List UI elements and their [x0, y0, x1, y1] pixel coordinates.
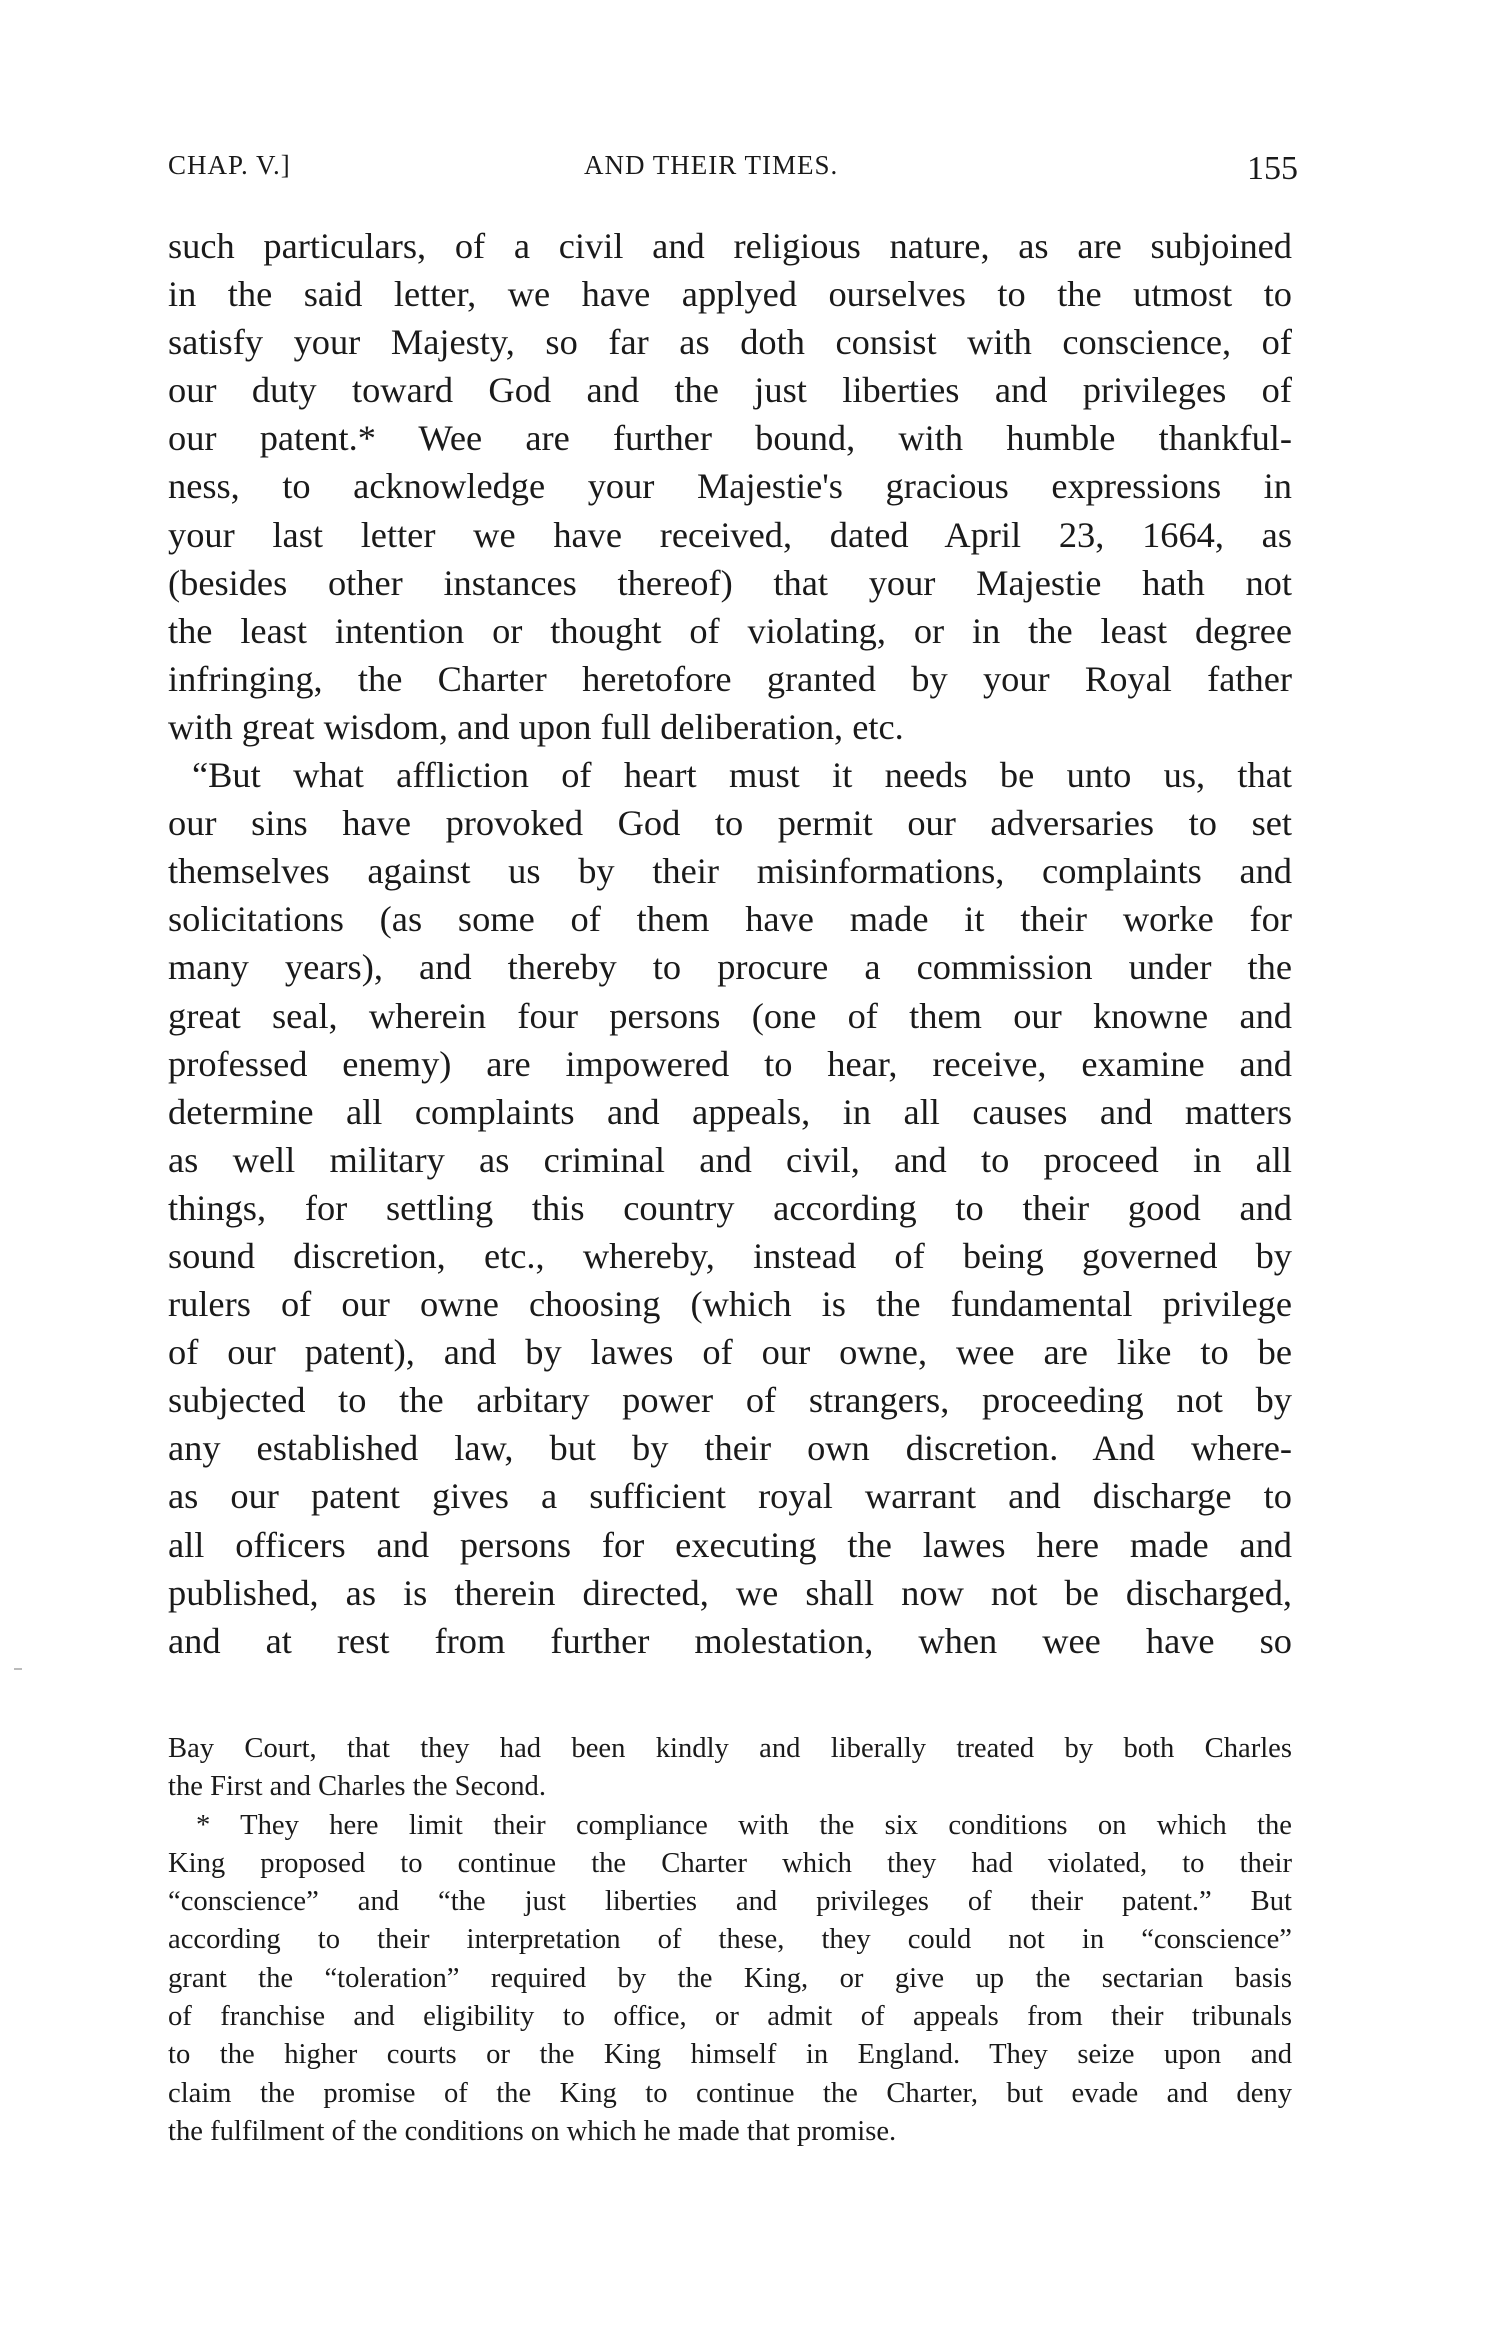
text-line: any established law, but by their own discretion. And where-: [168, 1428, 1292, 1469]
footnote-line: claim the promise of the King to continue the Charter, but evade and deny: [168, 2077, 1292, 2109]
chapter-label: CHAP. V.]: [168, 150, 291, 180]
text-line: satisfy your Majesty, so far as doth consist with conscience, of: [168, 322, 1292, 363]
text-line: infringing, the Charter heretofore granted by your Royal father: [168, 658, 1292, 699]
text-line: professed enemy) are impowered to hear, receive, examine and: [168, 1043, 1292, 1084]
text-line: the least intention or thought of violating, or in the least degree: [168, 610, 1292, 651]
margin-mark: [14, 1668, 22, 1670]
footnote-line: of franchise and eligibility to office, or admit of appeals from their tribunals: [168, 2001, 1292, 2033]
page-number: 155: [1247, 150, 1298, 187]
footnote-line: to the higher courts or the King himself in England. They seize upon and: [168, 2039, 1292, 2071]
text-line: “But what affliction of heart must it needs be unto us, that: [192, 755, 1292, 796]
text-line: great seal, wherein four persons (one of them our knowne and: [168, 995, 1292, 1036]
footnote-line: “conscience” and “the just liberties and privileges of their patent.” But: [168, 1886, 1292, 1918]
text-line: things, for settling this country according to their good and: [168, 1187, 1292, 1228]
text-line: and at rest from further molestation, when wee have so: [168, 1620, 1292, 1661]
text-line: sound discretion, etc., whereby, instead of being governed by: [168, 1235, 1292, 1276]
text-line: your last letter we have received, dated April 23, 1664, as: [168, 514, 1292, 555]
text-line: such particulars, of a civil and religious nature, as are subjoined: [168, 226, 1292, 266]
text-line: solicitations (as some of them have made it their worke for: [168, 899, 1292, 940]
footnote-line: Bay Court, that they had been kindly and liberally treated by both Charles: [168, 1733, 1292, 1764]
running-header: [168, 150, 1298, 190]
text-line: many years), and thereby to procure a commission under the: [168, 947, 1292, 988]
text-line: as well military as criminal and civil, and to proceed in all: [168, 1139, 1292, 1180]
text-line: with great wisdom, and upon full deliberation, etc.: [168, 706, 904, 747]
text-line: as our patent gives a sufficient royal warrant and discharge to: [168, 1476, 1292, 1517]
text-line: our sins have provoked God to permit our adversaries to set: [168, 803, 1292, 844]
text-line: of our patent), and by lawes of our owne, wee are like to be: [168, 1332, 1292, 1373]
footnotes: [168, 1730, 1292, 2151]
text-line: in the said letter, we have applyed ourselves to the utmost to: [168, 274, 1292, 315]
running-title: AND THEIR TIMES.: [584, 150, 839, 180]
footnote-line: according to their interpretation of these, they could not in “conscience”: [168, 1924, 1292, 1956]
text-line: our patent.* Wee are further bound, with humble thankful-: [168, 418, 1292, 459]
text-line: rulers of our owne choosing (which is the fundamental privilege: [168, 1284, 1292, 1325]
text-line: all officers and persons for executing the lawes here made and: [168, 1524, 1292, 1565]
footnote-line: the fulfilment of the conditions on which he made that promise.: [168, 2115, 897, 2147]
footnote-line: * They here limit their compliance with the six conditions on which the: [196, 1809, 1292, 1841]
text-line: determine all complaints and appeals, in all causes and matters: [168, 1091, 1292, 1132]
text-line: ness, to acknowledge your Majestie's gracious expressions in: [168, 466, 1292, 507]
text-line: our duty toward God and the just liberties and privileges of: [168, 370, 1292, 411]
text-line: themselves against us by their misinformations, complaints and: [168, 851, 1292, 892]
text-line: (besides other instances thereof) that your Majestie hath not: [168, 562, 1292, 603]
text-line: published, as is therein directed, we shall now not be discharged,: [168, 1572, 1292, 1613]
text-line: subjected to the arbitary power of strangers, proceeding not by: [168, 1380, 1292, 1421]
main-text: [168, 222, 1292, 1665]
footnote-line: grant the “toleration” required by the King, or give up the sectarian basis: [168, 1962, 1292, 1994]
footnote-line: the First and Charles the Second.: [168, 1771, 547, 1803]
footnote-line: King proposed to continue the Charter which they had violated, to their: [168, 1847, 1292, 1879]
